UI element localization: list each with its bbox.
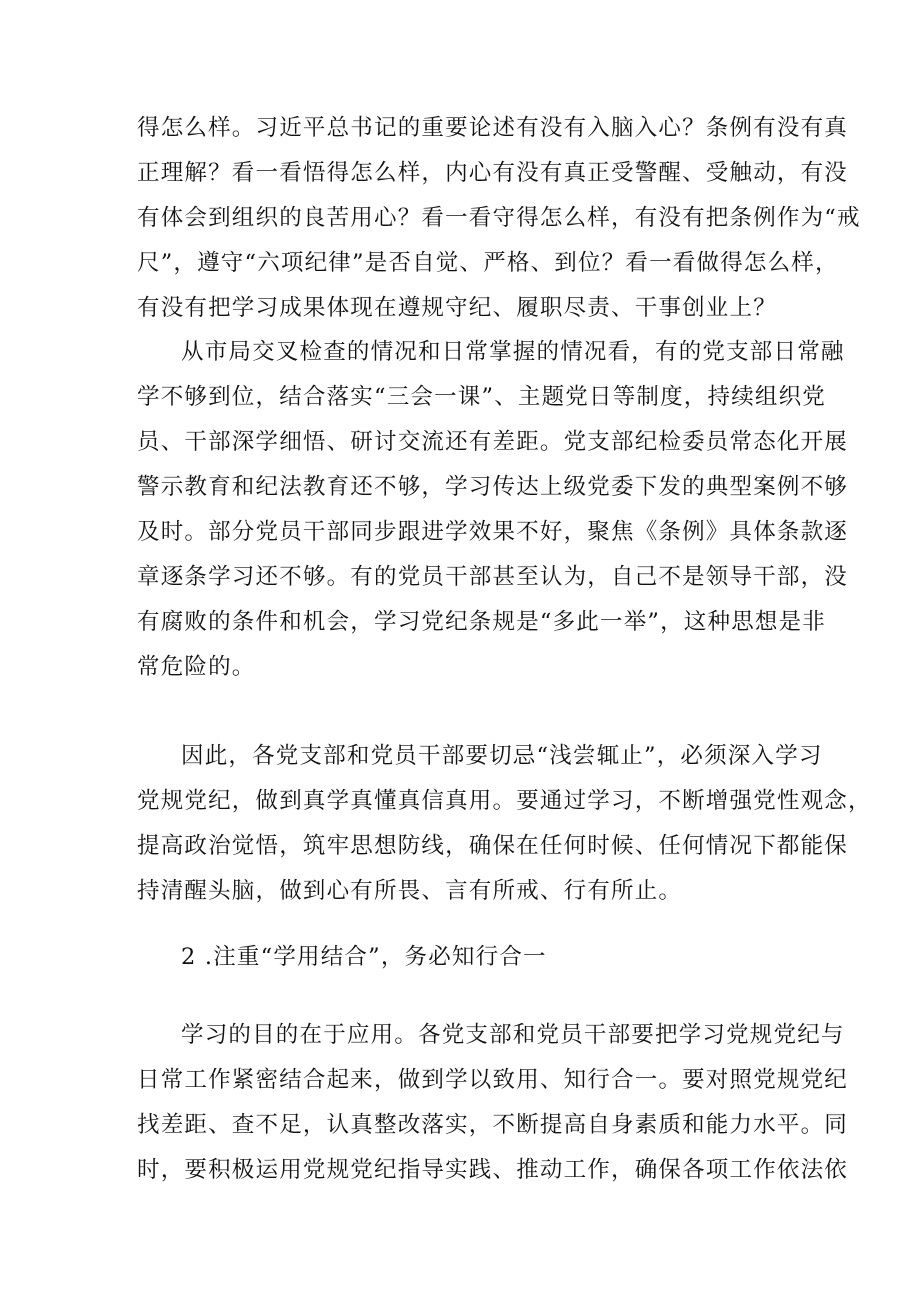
- paragraph-line: 日常工作紧密结合起来，做到学以致用、知行合一。要对照党规党纪: [137, 1067, 849, 1093]
- paragraph: [137, 335, 849, 684]
- paragraph-line: 学习的目的在于应用。各党支部和党员干部要把学习党规党纪与: [181, 1022, 845, 1048]
- paragraph-line: 从市局交叉检查的情况和日常掌握的情况看，有的党支部日常融: [181, 339, 845, 365]
- paragraph-line: 持清醒头脑，做到心有所畏、言有所戒、行有所止。: [137, 878, 683, 904]
- paragraph-line: 提高政治觉悟，筑牢思想防线，确保在任何时候、任何情况下都能保: [137, 833, 849, 859]
- paragraph: [137, 1018, 849, 1187]
- paragraph-line: 得怎么样。习近平总书记的重要论述有没有入脑入心？条例有没有真: [137, 115, 849, 141]
- paragraph-line: 正理解？看一看悟得怎么样，内心有没有真正受警醒、受触动，有没: [137, 160, 849, 186]
- paragraph-line: 有体会到组织的良苦用心？看一看守得怎么样，有没有把条例作为“戒: [137, 205, 861, 231]
- paragraph-line: 有没有把学习成果体现在遵规守纪、履职尽责、干事创业上？: [137, 295, 777, 321]
- section-heading: [137, 940, 797, 974]
- section-heading-text: 2 .注重“学用结合”，务必知行合一: [181, 944, 547, 970]
- paragraph-line: 找差距、查不足，认真整改落实，不断提高自身素质和能力水平。同: [137, 1112, 849, 1138]
- paragraph-line: 尺”，遵守“六项纪律”是否自觉、严格、到位？看一看做得怎么样，: [137, 250, 839, 276]
- paragraph-line: 有腐败的条件和机会，学习党纪条规是“多此一举”，这种思想是非: [137, 609, 827, 635]
- paragraph-line: 及时。部分党员干部同步跟进学效果不好，聚焦《条例》具体条款逐: [137, 519, 849, 545]
- paragraph-line: 章逐条学习还不够。有的党员干部甚至认为，自己不是领导干部，没: [137, 564, 849, 590]
- paragraph-line: 时，要积极运用党规党纪指导实践、推动工作，确保各项工作依法依: [137, 1157, 849, 1183]
- paragraph-line: 常危险的。: [137, 654, 256, 680]
- paragraph-line: 员、干部深学细悟、研讨交流还有差距。党支部纪检委员常态化开展: [137, 429, 849, 455]
- paragraph-line: 警示教育和纪法教育还不够，学习传达上级党委下发的典型案例不够: [137, 474, 849, 500]
- paragraph-line: 因此，各党支部和党员干部要切忌“浅尝辄止”，必须深入学习: [181, 743, 823, 769]
- paragraph-continued: [137, 111, 861, 325]
- paragraph-line: 学不够到位，结合落实“三会一课”、主题党日等制度，持续组织党: [137, 384, 827, 410]
- paragraph-line: 党规党纪，做到真学真懂真信真用。要通过学习，不断增强党性观念，: [137, 788, 872, 814]
- paragraph: [137, 739, 872, 908]
